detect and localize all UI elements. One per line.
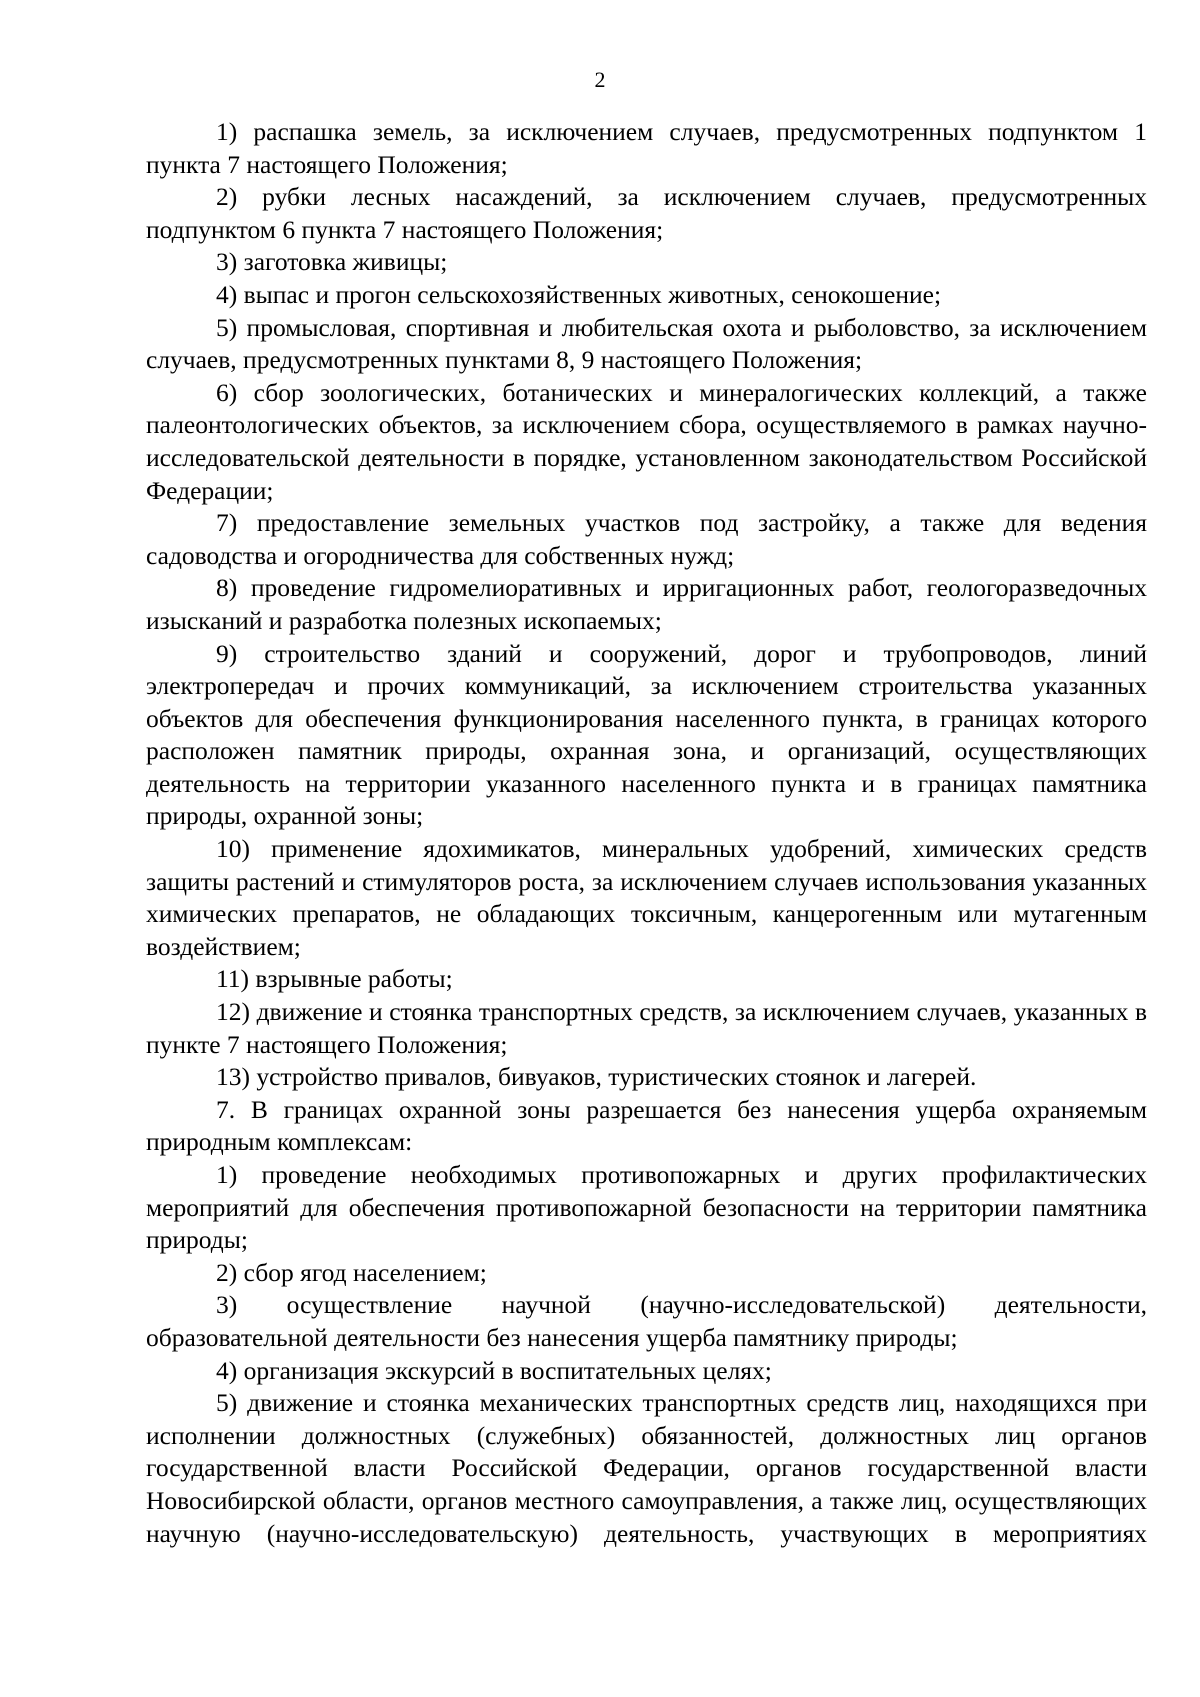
paragraph-permitted-1: 1) проведение необходимых противопожарных и других профилактических мероприятий для обеспечения противопожарной безопасности на территории памятника природы; — [146, 1160, 1147, 1255]
paragraph-permitted-3: 3) осуществление научной (научно-исследовательской) деятельности, образовательной деятельности без нанесения ущерба памятнику природы; — [146, 1290, 1147, 1352]
paragraph-prohibited-2: 2) рубки лесных насаждений, за исключением случаев, предусмотренных подпунктом 6 пункта 7 настоящего Положения; — [146, 182, 1147, 244]
paragraph-prohibited-8: 8) проведение гидромелиоративных и ирригационных работ, геологоразведочных изысканий и разработка полезных ископаемых; — [146, 573, 1147, 635]
document-body — [146, 116, 1147, 1550]
paragraph-prohibited-9: 9) строительство зданий и сооружений, дорог и трубопроводов, линий электропередач и прочих коммуникаций, за исключением строительства указанных объектов для обеспечения функционирования населенного пункта, в границах которого расположен памятник природы, охранная зона, и организаций, осуществляющих деятельность на территории указанного населенного пункта и в границах памятника природы, охранной зоны; — [146, 638, 1147, 831]
paragraph-prohibited-5: 5) промысловая, спортивная и любительская охота и рыболовство, за исключением случаев, предусмотренных пунктами 8, 9 настоящего Положения; — [146, 312, 1147, 375]
paragraph-section-7: 7. В границах охранной зоны разрешается без нанесения ущерба охраняемым природным комплексам: — [146, 1094, 1147, 1157]
paragraph-prohibited-10: 10) применение ядохимикатов, минеральных удобрений, химических средств защиты растений и стимуляторов роста, за исключением случаев использования указанных химических препаратов, не обладающих токсичным, канцерогенным или мутагенным воздействием; — [146, 834, 1147, 961]
paragraph-permitted-4: 4) организация экскурсий в воспитательных целях; — [216, 1355, 772, 1385]
paragraph-prohibited-7: 7) предоставление земельных участков под застройку, а также для ведения садоводства и огородничества для собственных нужд; — [146, 508, 1147, 570]
paragraph-prohibited-4: 4) выпас и прогон сельскохозяйственных животных, сенокошение; — [216, 279, 942, 309]
paragraph-prohibited-1: 1) распашка земель, за исключением случаев, предусмотренных подпунктом 1 пункта 7 настоящего Положения; — [146, 117, 1147, 179]
page-number: 2 — [594, 67, 606, 92]
paragraph-prohibited-11: 11) взрывные работы; — [216, 964, 453, 994]
paragraph-prohibited-6: 6) сбор зоологических, ботанических и минералогических коллекций, а также палеонтологических объектов, за исключением сбора, осуществляемого в рамках научно-исследовательской деятельности в порядке, установленном законодательством Российской Федерации; — [146, 377, 1147, 505]
paragraph-permitted-2: 2) сбор ягод населением; — [216, 1257, 487, 1287]
paragraph-prohibited-13: 13) устройство привалов, бивуаков, туристических стоянок и лагерей. — [216, 1062, 977, 1092]
paragraph-permitted-5: 5) движение и стоянка механических транспортных средств лиц, находящихся при исполнении должностных (служебных) обязанностей, должностных лиц органов государственной власти Российской Федерации, органов государственной власти Новосибирской области, органов местного самоуправления, а также лиц, осуществляющих научную (научно-исследовательскую) деятельность, участвующих в мероприятиях — [146, 1388, 1147, 1548]
paragraph-prohibited-3: 3) заготовка живицы; — [216, 247, 448, 277]
paragraph-prohibited-12: 12) движение и стоянка транспортных средств, за исключением случаев, указанных в пункте 7 настоящего Положения; — [146, 997, 1147, 1059]
